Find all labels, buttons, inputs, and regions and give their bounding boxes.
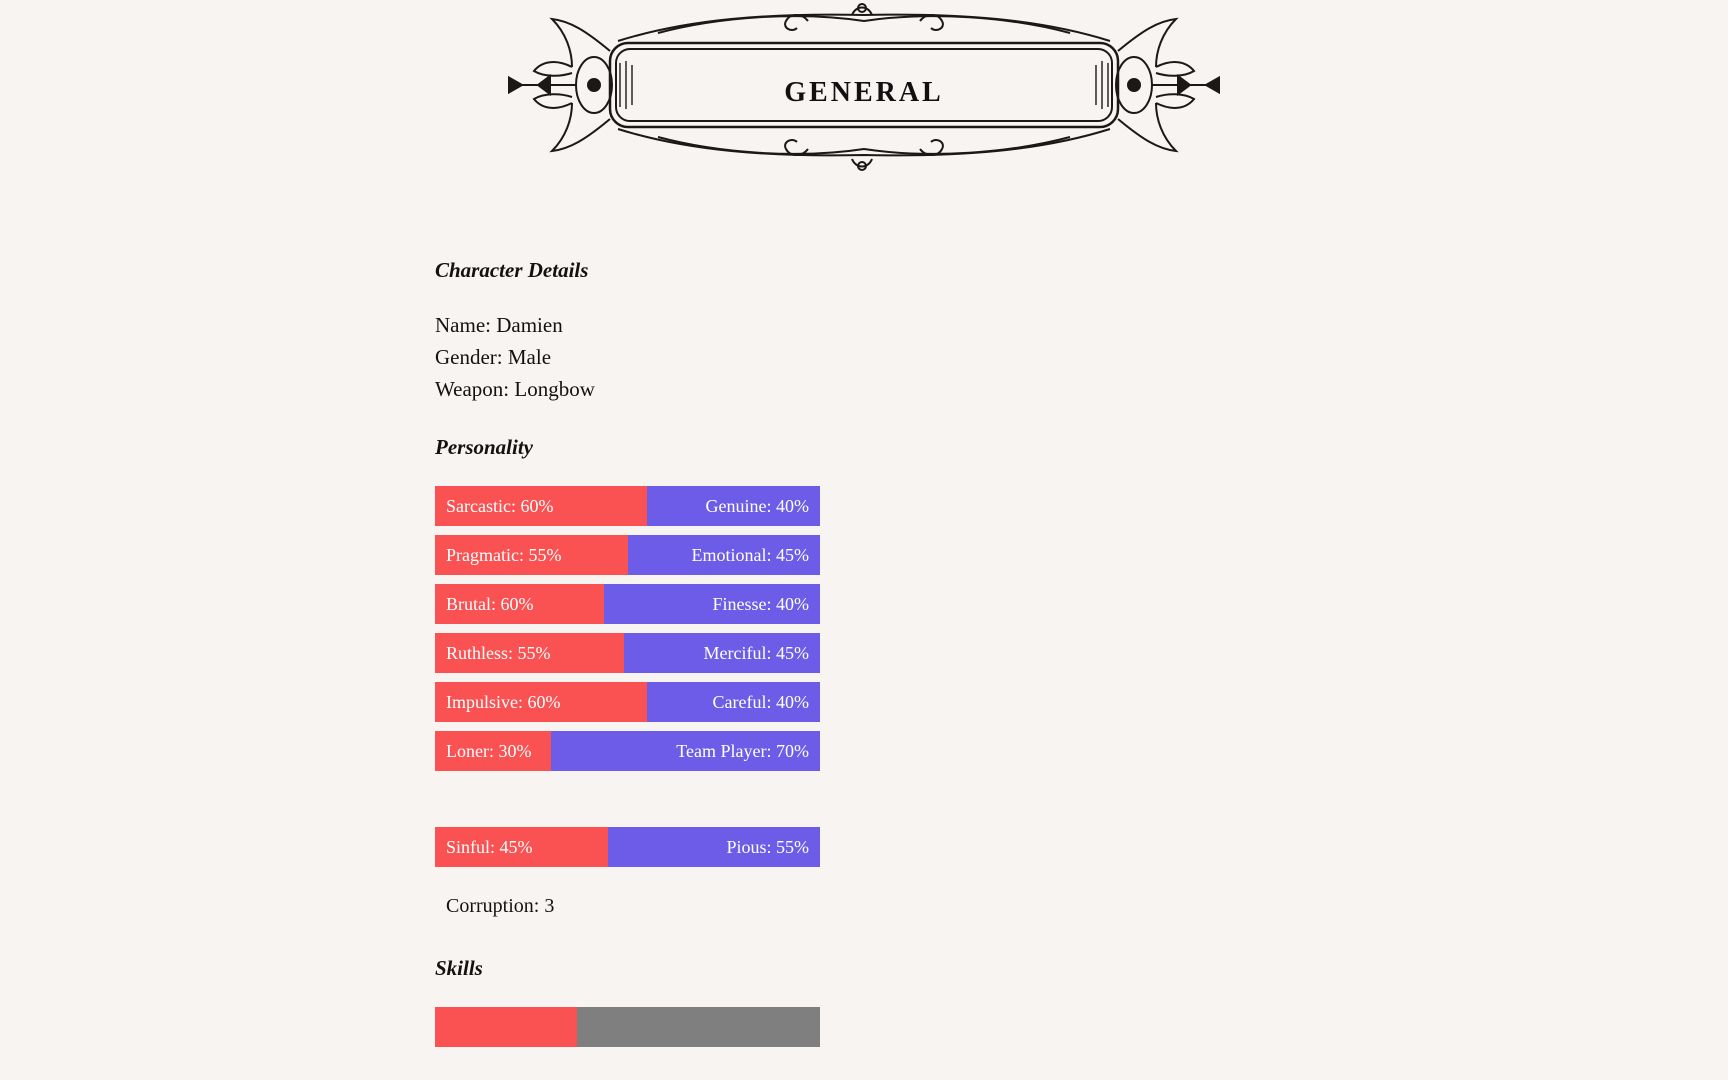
personality-bar-list [435, 486, 820, 771]
morality-bar-left-segment: Sinful: 45% [435, 827, 608, 867]
personality-section [435, 435, 1075, 918]
skill-bar-row [435, 1007, 820, 1047]
skills-heading: Skills [435, 956, 483, 980]
character-details-heading: Character Details [435, 258, 589, 282]
personality-bar-left-segment: Loner: 30% [435, 731, 551, 771]
morality-bar-row [435, 827, 820, 867]
personality-bar-left-segment: Impulsive: 60% [435, 682, 647, 722]
skills-bar-list [435, 1007, 820, 1047]
personality-bar-right-segment: Careful: 40% [647, 682, 820, 722]
personality-bar-left-segment: Pragmatic: 55% [435, 535, 628, 575]
detail-weapon: Weapon: Longbow [435, 377, 595, 401]
personality-heading: Personality [435, 435, 533, 459]
skill-bar-left-segment [435, 1007, 577, 1047]
content-column [435, 258, 1075, 1056]
personality-bar-row [435, 584, 820, 624]
personality-bar-left-segment: Ruthless: 55% [435, 633, 624, 673]
personality-bar-row [435, 731, 820, 771]
personality-bar-right-segment: Team Player: 70% [551, 731, 821, 771]
personality-bar-row [435, 682, 820, 722]
personality-bar-row [435, 633, 820, 673]
skills-section [435, 956, 1075, 1047]
skill-bar-right-segment [577, 1007, 820, 1047]
personality-bar-right-segment: Merciful: 45% [624, 633, 820, 673]
morality-bar-list [435, 827, 820, 867]
personality-bar-row [435, 535, 820, 575]
bars-spacer [435, 780, 1075, 823]
personality-bar-right-segment: Genuine: 40% [647, 486, 820, 526]
personality-bar-left-segment: Brutal: 60% [435, 584, 604, 624]
header-banner [0, 0, 1728, 175]
personality-bar-right-segment: Emotional: 45% [628, 535, 821, 575]
personality-bar-right-segment: Finesse: 40% [604, 584, 820, 624]
page-title: general [784, 65, 944, 110]
personality-bar-left-segment: Sarcastic: 60% [435, 486, 647, 526]
corruption-value: Corruption: 3 [446, 895, 555, 917]
character-details-section [435, 258, 1075, 405]
detail-gender: Gender: Male [435, 345, 552, 369]
ornate-frame-banner-icon [508, 3, 1220, 173]
personality-bar-row [435, 486, 820, 526]
morality-bar-right-segment: Pious: 55% [608, 827, 820, 867]
detail-name: Name: Damien [435, 313, 563, 337]
